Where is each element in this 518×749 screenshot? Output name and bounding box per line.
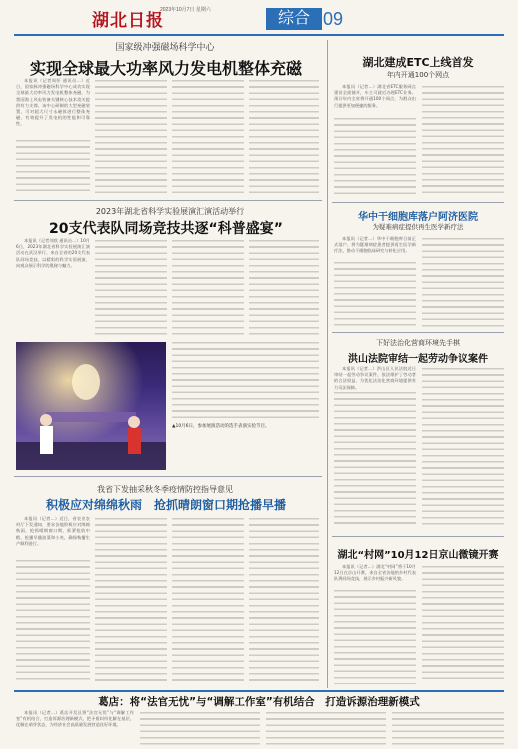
- village-headline: 湖北“村网”10月12日京山微镜开赛: [337, 550, 499, 561]
- farming-body: 本报讯（记者…）近日，省农业农村厅下发通知，要求各地积极应对绵绵秋雨，抢抓晴朗窗口期，抓紧抢收中稻，抢播早播油菜和小麦，确保秋播生产顺利进行。: [16, 516, 90, 546]
- event-photo-illustration: [16, 342, 166, 470]
- wind-body-continued: [16, 140, 90, 196]
- photo-caption: ▲10月6日，参加展演活动的选手表演实验节目。: [172, 424, 270, 429]
- stemcell-body: 本报讯（记者…）华中干细胞库日前正式落户，将为疑难病症患者提供再生医学新疗法，推动干细胞临床研究与转化应用。: [334, 236, 416, 254]
- wind-body-column-2: [95, 80, 167, 196]
- wind-kicker: 国家级冲强磁场科学中心: [115, 43, 215, 53]
- event-photo: [16, 342, 166, 470]
- village-body-column-2: [422, 566, 504, 684]
- column-divider: [327, 40, 328, 688]
- farming-body-column-4: [249, 518, 319, 684]
- bottom-rule: [14, 690, 504, 692]
- etc-headline: 湖北建成ETC上线首发: [362, 56, 474, 69]
- wind-body: 本报讯（记者周怀 通讯员…）近日，国家脉冲强磁场科学中心成功实现全球最大功率风力发电机整体充磁，为我国海上风电装备关键核心技术攻关提供有力支撑。该中心研制的大型充磁装置，可对超大尺寸永磁体进行整体充磁，有效提升了发电机的性能和可靠性。: [16, 78, 90, 127]
- science-headline: 20支代表队同场竞技共逐“科普盛宴”: [49, 221, 283, 237]
- science-kicker: 2023年湖北省科学实验展演汇演活动举行: [95, 207, 245, 216]
- page-number: 09: [323, 9, 344, 29]
- farming-kicker: 我省下发抽采秋冬季疫情防控指导意见: [97, 485, 233, 494]
- bottom-body-column-4: [392, 712, 504, 746]
- wind-body-column-4: [249, 80, 319, 196]
- science-body: 本报讯（记者刘欣 通讯员…）10月6日，2023年湖北省科学实验展演汇演活动在武汉举行。来自全省的20支代表队同场竞技，以精彩的科学实验展演，向观众展示科学的奥秘与魅力。: [16, 238, 90, 268]
- divider: [332, 202, 504, 203]
- village-body: 本报讯（记者…）湖北“村网”将于10月12日在京山开赛，来自全省各地的乡村代表队将同场竞技，展示乡村振兴新风貌。: [334, 564, 416, 582]
- stemcell-headline: 华中干细胞库落户阿济医院: [358, 212, 478, 223]
- farming-body-column-3: [172, 518, 244, 684]
- science-body-column-4: [249, 240, 319, 338]
- wind-headline: 实现全球最大功率风力发电机整体充磁: [29, 59, 302, 78]
- science-body-column-3: [172, 240, 244, 338]
- science-body-column-2: [95, 240, 167, 338]
- wind-body-column-3: [172, 80, 244, 196]
- etc-body-column-2: [422, 86, 504, 196]
- etc-body: 本报讯（记者…）湖北省ETC服务网点建设全面铺开，车主可就近办理ETC业务。预计年内全省将开通100个网点，为群众出行提供更加便捷的服务。: [334, 84, 416, 108]
- stemcell-body-column-2: [422, 238, 504, 328]
- bottom-headline: 葛店：将“法官无忧”与“调解工作室”有机结合 打造诉源治理新模式: [98, 696, 420, 708]
- court-body-continued: [334, 392, 416, 526]
- divider: [14, 476, 322, 477]
- masthead: [0, 0, 518, 36]
- court-kicker: 下好法治化营商环境先手棋: [376, 339, 460, 347]
- masthead-rule: [14, 34, 504, 36]
- divider: [332, 536, 504, 537]
- section-label: 综合: [266, 8, 322, 30]
- farming-body-continued: [16, 560, 90, 684]
- bottom-body: 本报讯（记者…）葛店开发区将“法官无忧”与“调解工作室”有机结合，打造诉源治理新模式，把矛盾纠纷化解在基层、化解在萌芽状态，为经济社会高质量发展营造良好环境。: [16, 710, 134, 728]
- bottom-body-column-2: [140, 712, 260, 746]
- divider: [332, 332, 504, 333]
- village-body-continued: [334, 590, 416, 684]
- court-body-column-2: [422, 368, 504, 526]
- etc-body-continued: [334, 118, 416, 198]
- divider: [14, 200, 322, 201]
- court-body: 本报讯（记者…）洪山区人民法院近日审结一起劳动争议案件，依法维护了劳动者的合法权益，为优化法治化营商环境提供有力司法保障。: [334, 366, 416, 390]
- dateline: 2023年10月7日 星期六: [160, 7, 211, 13]
- court-headline: 洪山法院审结一起劳动争议案件: [348, 354, 488, 365]
- farming-body-column-2: [95, 518, 167, 684]
- stemcell-subheadline: 为疑难病症提供再生医学新疗法: [372, 223, 464, 231]
- stemcell-body-continued: [334, 262, 416, 328]
- bottom-body-column-3: [266, 712, 386, 746]
- newspaper-logo: 湖北日报: [92, 11, 164, 31]
- farming-headline: 积极应对绵绵秋雨 抢抓晴朗窗口期抢播早播: [45, 498, 286, 512]
- etc-subheadline: 年内开通100个网点: [386, 71, 450, 79]
- science-photo-side-text: [172, 342, 319, 420]
